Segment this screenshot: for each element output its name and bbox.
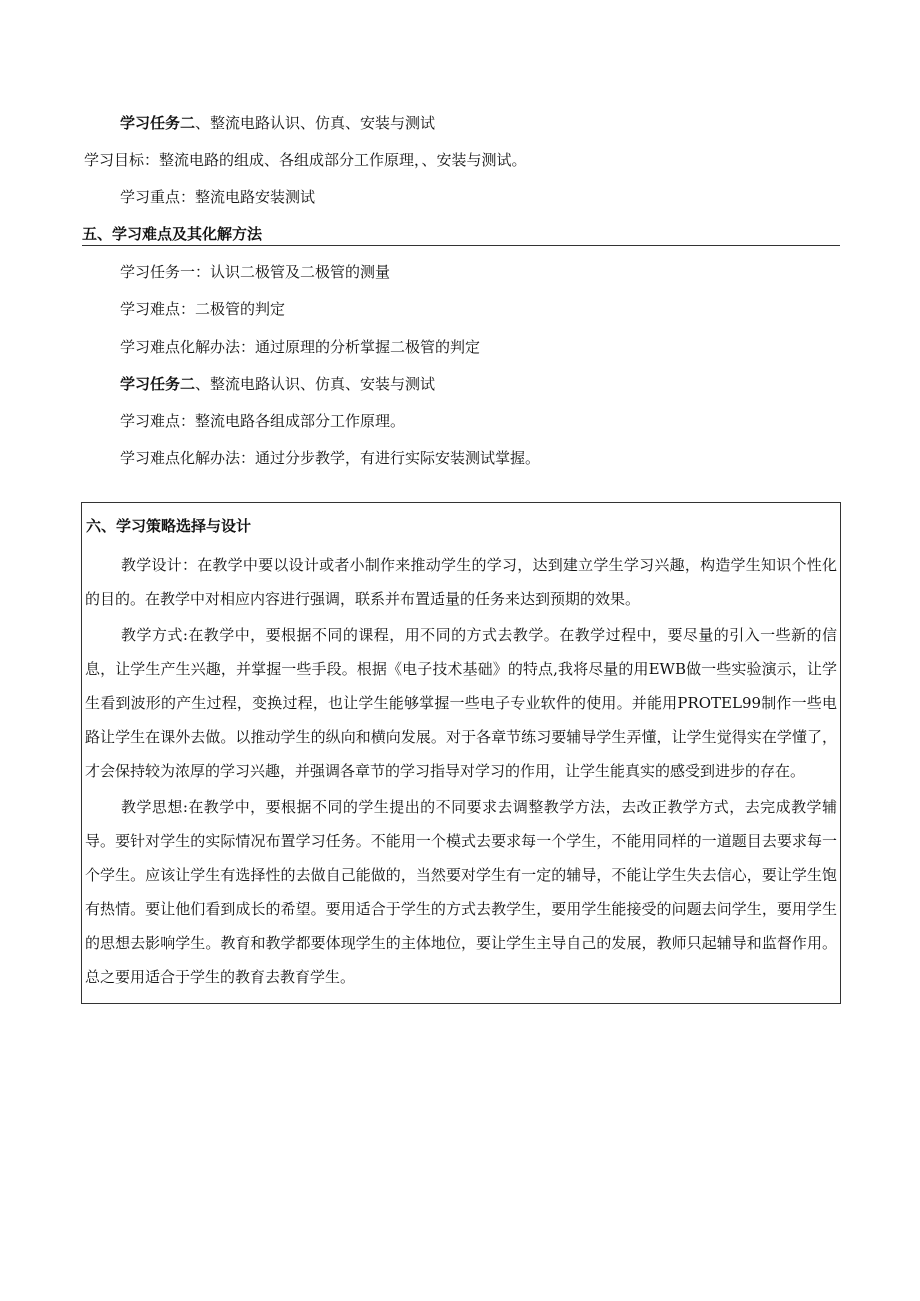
s5-task2-solution: 学习难点化解办法：通过分步教学，有进行实际安装测试掌握。 [120,449,541,467]
section5-heading: 五、学习难点及其化解方法 [82,225,263,243]
s4-goal: 学习目标：整流电路的组成、各组成部分工作原理，、安装与测试。 [84,151,527,169]
s4-task2-title: 学习任务二 [120,114,196,132]
s6-design-paragraph: 教学设计：在教学中要以设计或者小制作来推动学生的学习，达到建立学生学习兴趣，构造学生知识个性化的目的。在教学中对相应内容进行强调，联系并布置适量的任务来达到预期的效果。 [85,556,837,608]
s5-task2-line [120,374,435,394]
s5-task1-difficulty: 学习难点：二极管的判定 [120,300,286,318]
s4-focus: 学习重点：整流电路安装测试 [120,188,316,206]
s5-task1-solution: 学习难点化解办法：通过原理的分析掌握二极管的判定 [120,338,481,356]
s4-task2-line [120,113,435,133]
section5-divider [82,245,840,246]
s4-task2-rest: 、整流电路认识、仿真、安装与测试 [195,114,436,132]
s5-task2-rest: 、整流电路认识、仿真、安装与测试 [195,375,436,393]
section6-heading: 六、学习策略选择与设计 [86,517,252,535]
s6-method-paragraph: 教学方式:在教学中，要根据不同的课程，用不同的方式去教学。在教学过程中，要尽量的引入一些新的信息，让学生产生兴趣，并掌握一些手段。根据《电子技术基础》的特点,我将尽量的用EWB做一些实验演示，让学生看到波形的产生过程，变换过程，也让学生能够掌握一些电子专业软件的使用。并能用PROTEL99制作一些电路让学生在课外去做。以推动学生的纵向和横向发展。对于各章节练习要辅导学生弄懂，让学生觉得实在学懂了，才会保持较为浓厚的学习兴趣，并强调各章节的学习指导对学习的作用，让学生能真实的感受到进步的存在。 [85,626,837,780]
s5-task2-difficulty: 学习难点：整流电路各组成部分工作原理。 [120,412,406,430]
s5-task1: 学习任务一：认识二极管及二极管的测量 [120,263,391,281]
s6-thought-paragraph: 教学思想:在教学中，要根据不同的学生提出的不同要求去调整教学方法，去改正教学方式，去完成教学辅导。要针对学生的实际情况布置学习任务。不能用一个模式去要求每一个学生，不能用同样的一道题目去要求每一个学生。应该让学生有选择性的去做自己能做的，当然要对学生有一定的辅导，不能让学生失去信心，要让学生饱有热情。要让他们看到成长的希望。要用适合于学生的方式去教学生，要用学生能接受的问题去问学生，要用学生的思想去影响学生。教育和教学都要体现学生的主体地位，要让学生主导自己的发展，教师只起辅导和监督作用。总之要用适合于学生的教育去教育学生。 [85,798,837,986]
s5-task2-title: 学习任务二 [120,375,196,393]
